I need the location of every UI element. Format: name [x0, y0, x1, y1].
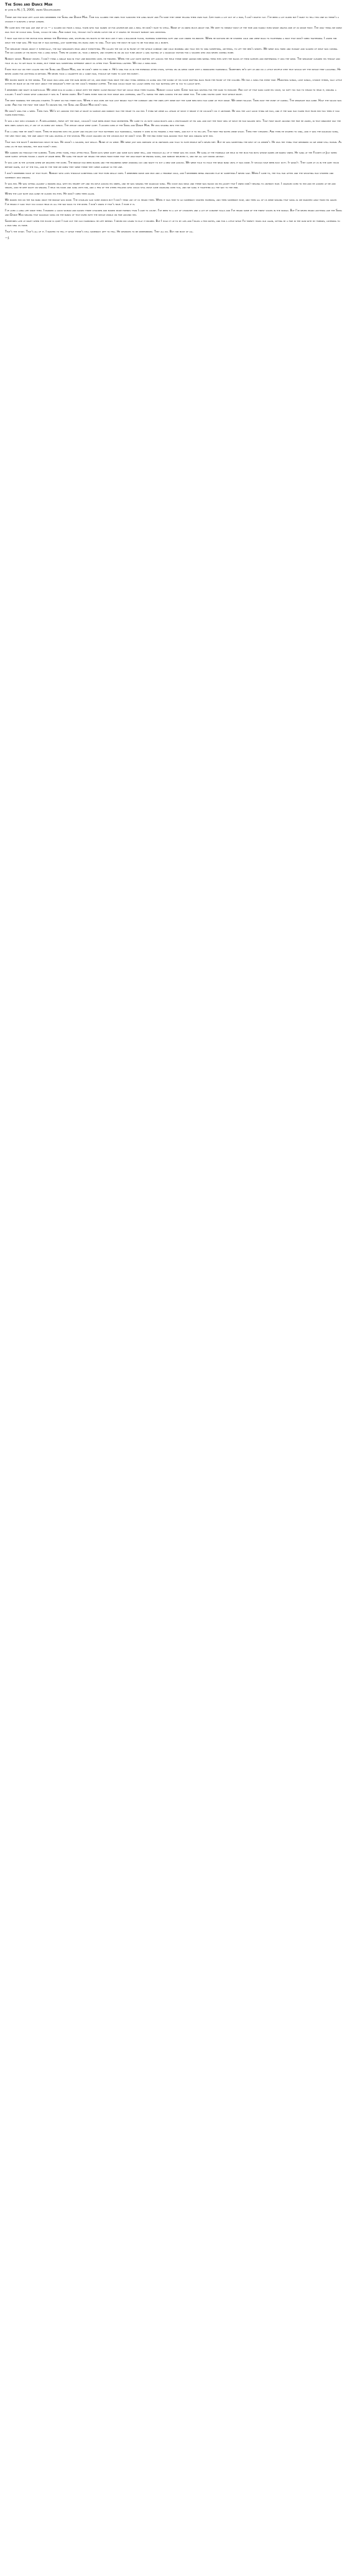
story-paragraph: There are few now left alive who remember the Song and Dance Man. Time has claimed the ones that survived the long night and I'm sure they were telling their own tale. Life takes a lot out of a man, I can't rightly say. I've been a lot older but I want to tell this one so there's a chance it survives a while longer. [5, 16, 339, 24]
story-paragraph: I don't remember much of that fight. Nobody who lives through something like that ever really does. I remember noise and mud and a terrible cold, and I remember being knocked flat by something I never saw. When I came to, the fog had lifted and the shooting had stopped and somebody was singing. [5, 172, 334, 180]
story-paragraph: He came into the war like one of us — a scared kid from a small town who had signed up for adventure and a meal he didn't have to steal. None of us knew much about him. He kept to himself most of the time and hardly ever spoke unless one of us spoke first. The only thing we knew was that he could sing. Lord, could he sing. And dance too, though you'd never catch him at it unless he thought nobody was watching. [5, 27, 342, 34]
story-paragraph: From that day on they called him the Song and Dance Man, and he didn't seem to mind it. He'd sing for us in the evenings after chow, sitting on an ammo crate with a borrowed harmonica. Sometimes he'd get up and do a little shuffle step that would set the whole tent laughing. He never asked for anything in return. He never took a cigarette or a candy bar, though we tried to give him plenty. [5, 68, 341, 76]
story-paragraph: The next morning the shelling started. It went on for three days. When it was over we had lost nearly half the company and the ones left were not the same men who had gone up that ridge. We were hollow. Tired past the point of caring. The sergeant was gone. Half the squad was gone. And for the first time since I'd known him, the Song and Dance Man didn't sing. [5, 99, 342, 107]
story-body [5, 16, 342, 241]
story-paragraph: It was a boy who changed it. A replacement, fresh off the boat, couldn't have been more than seventeen. He came to us with clean boots and a photograph of his girl and not the first idea of what he had walked into. That first night around the fire he asked, in that innocent way the new ones always did, if any of us knew any songs. The whole circle went quiet. I looked over at the Song and Dance Man. He was staring into the fire. [5, 120, 341, 128]
story-paragraph: That's the story. That's all of it. I wanted to tell it while there's still somebody left to tell. He deserves to be remembered. They all do. But him most of all. [5, 230, 194, 234]
story-paragraph: Sometimes late at night when the house is quiet I take out the old harmonica he left behind. I never did learn to play it proper. But I hold it up to my lips and I blow a few notes, and for a little while I'm twenty years old again, sitting by a fire in the rain with my friends, listening to a man sing us home. [5, 219, 340, 227]
story-paragraph: —J. [5, 236, 10, 240]
story-paragraph: The sergeant heard about it eventually, the way sergeants hear about everything. He called the kid up in front of the whole company one cold morning and told him to sing something, anything, to lift the men's spirits. We were dog tired and hungry and scared of what was coming. The kid looked at his boots for a long while. Then he looked up, took a breath, and started in on an old tune about a girl waiting at a railroad station for a soldier who was never coming home. [5, 47, 338, 55]
story-paragraph: It was late in the autumn when we reached the river. The bridge had been blown and the engineers were working day and night to put a new one across. We were told to hold the near bank until it was done. It should have been easy duty. It wasn't. They came at us in the grey hour before dawn, out of the fog, and by the time we knew they were there they were already in the line. [5, 162, 339, 169]
story-paragraph: When the last note was gone he closed his eyes. He didn't open them again. [5, 193, 95, 196]
story-paragraph: Nobody spoke. Nobody moved. I don't think a single man in that line breathed until he finished. When the last note drifted off across the field there were grown men wiping their eyes with the backs of their sleeves and pretending it was the wind. The sergeant cleared his throat and told us all to get back to work, but there was something different about us after that. Something lighter. We had a song now. [5, 58, 340, 65]
story-paragraph: We carried on through the summer. Town after town, field after field. Some days were quiet and some days were hell, and through all of it there was his voice. He sang at the funerals we held in the mud for boys whose names we barely knew. He sang at the Fourth of July when some supply officer found a crate of warm beer. He sang the night we heard the news from home that the war might be ending soon, and nobody believed it, and we all got drunk anyway. [5, 151, 337, 159]
story-paragraph: That was the night I understood what he was. He wasn't a soldier, not really. None of us were. We were just kids dressed up in uniforms and told to hate people we'd never met. But he was something the rest of us weren't. He was the thing that reminded us we were still human. As long as he was singing, the war hadn't won. [5, 140, 342, 149]
story-paragraph: I remember one night in particular. We were dug in along a ridge with the enemy close enough that we could hear them talking. Nobody could sleep. Every man was waiting for the dark to explode. And out of that dark came his voice, so soft you had to strain to hear it, singing a lullaby. I don't know what language it was in. I never asked. But I knew every man on that ridge was listening, and I'll swear the ones across the way were too. The guns stayed quiet that whole night. [5, 89, 336, 97]
story-paragraph: We buried him on the far bank once the bridge was done. The chaplain said some words but I don't think any of us heard them. When it was time to go somebody started humming, and then somebody else, and then all of us were singing that song as we marched away from his grave. I've heard it said that you could hear us all the way back to the river. I don't know if that's true. I hope it is. [5, 199, 338, 207]
story-paragraph: I first saw him in the motor pool behind the Bathesda line, shuffling his boots in the mud like it was a ballroom floor, humming something soft and low under his breath. When he noticed me he stopped cold and went back to tightening a bolt that didn't need tightening. I asked him what the tune was. He told me it was nothing, just something his mama used to sing. That was the most he said to me for near on a month. [5, 37, 337, 45]
story-paragraph: He didn't sing for a week. Then two. We'd sit around the fire at night in silence and nobody had the heart to ask him. I think we were all afraid of what it meant if he couldn't do it anymore. He was the last good thing we had, and if the war had taken that from him too then it had taken everything. [5, 109, 340, 117]
story-paragraph: We moved north in the spring. The road was long and the rain never let up, and more than once the only thing keeping us going was the sound of his voice drifting back from the front of the column. He had a song for every mile. Marching songs, love songs, church hymns, silly little ditties he made up on the spot about the sergeant's feet or the cook's terrible coffee. The man could make you laugh when you had nothing left in you to laugh with. [5, 78, 342, 86]
story-paragraph: It was him. He was sitting against a broken wall with his helmet off and his rifle across his knees, and he was singing the railroad song. His voice was weak and there was blood on his jacket that I knew didn't belong to anybody else. I crawled over to him and he looked at me and smiled, and he kept right on singing. I held his hand and sang with him, and a few of the other fellows who could still move came crawling over too, and we sang it together all the way to the end. [5, 182, 336, 190]
story-paragraph: For a long time he didn't move. Then he reached into his jacket and pulled out that battered old harmonica, turned it over in his fingers a few times, and put it to his lips. The first few notes were shaky. Then they steadied. And then he started to sing, and it was the railroad song, the very first one, the one about the girl waiting at the station. His voice cracked on the chorus but he didn't stop. By the end every man around that fire was singing with him. [5, 131, 339, 138]
page-title: The Song and Dance Man [5, 2, 53, 7]
story-paragraph: I've lived a long life since then. I married a good woman and raised three children and buried more friends than I care to count. I've been to a lot of churches and a lot of concert halls and I've heard some of the finest voices in the world. But I've never heard anything like the Song and Dance Man singing that railroad song on the banks of that river with the whole world on fire around him. [5, 209, 342, 217]
byline: by john in AL | 5, 2000, under Uncategorized [5, 8, 61, 12]
story-page [0, 0, 347, 250]
